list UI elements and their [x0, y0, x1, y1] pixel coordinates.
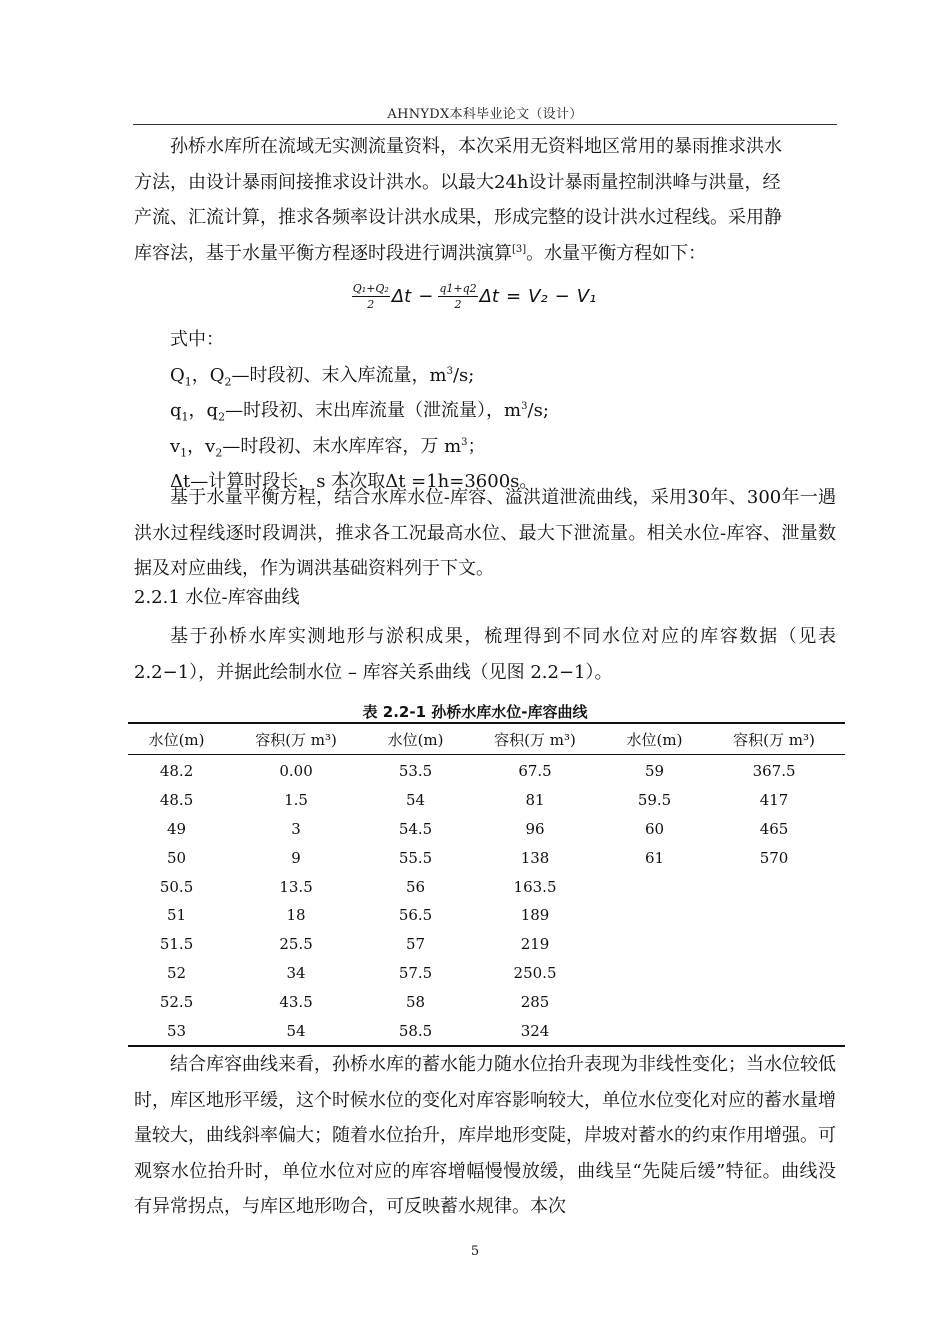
def-outflow: $q_1$，$q_2—$时段初、末出库流量（泄流量），$m^3/s$; — [170, 400, 549, 424]
table-row — [128, 959, 845, 988]
table-cell: 465 — [759, 819, 789, 838]
table-cell: 138 — [520, 848, 550, 867]
storage-table — [128, 722, 845, 1047]
table-cell: 219 — [520, 935, 550, 954]
table-cell: 1.5 — [284, 791, 308, 810]
table-cell: 52.5 — [159, 992, 194, 1011]
table-row — [128, 786, 845, 815]
table-cell: 57.5 — [398, 963, 433, 982]
table-cell: 3 — [291, 819, 301, 838]
table-cell: 60 — [644, 819, 665, 838]
header-cell: 水位(m) — [606, 723, 703, 755]
table-cell: 61 — [644, 848, 665, 867]
table-cell: 324 — [464, 1016, 606, 1046]
table-cell: 57 — [405, 935, 426, 954]
table-row — [128, 930, 845, 959]
table-cell: 96 — [525, 819, 545, 838]
intro-line-2: 方法，由设计暴雨间接推求设计洪水。以最大24h设计暴雨量控制洪峰与洪量，经 — [134, 171, 781, 193]
table-cell: 25.5 — [279, 935, 313, 954]
running-header: AHNYDX本科毕业论文（设计） — [387, 107, 583, 122]
table-cell — [703, 901, 845, 930]
header-cell: 水位(m) — [128, 723, 225, 755]
def-storage: $v_1$，$v_2—$时段初、末水库库容，万 $m^3$； — [170, 435, 486, 460]
table-cell — [703, 930, 845, 959]
table-cell: 59 — [644, 762, 665, 781]
header-cell: 容积(万 m³) — [703, 723, 845, 755]
header-cell: 容积(万 m³) — [464, 723, 606, 755]
table-cell: 54.5 — [398, 819, 433, 838]
table-cell — [606, 901, 703, 930]
table-cell — [703, 1016, 845, 1046]
table-cell: 49 — [167, 819, 187, 838]
definitions-intro: 式中： — [170, 329, 224, 350]
table-cell: 48.5 — [159, 791, 194, 810]
header-cell: 水位(m) — [367, 723, 464, 755]
table-cell: 53 — [128, 1016, 225, 1046]
table-cell: 43.5 — [279, 992, 313, 1011]
table-cell: 52 — [167, 963, 187, 982]
table-cell: 250.5 — [513, 963, 557, 982]
table-cell — [606, 987, 703, 1016]
table-cell: 50.5 — [159, 877, 194, 896]
table-cell: 67.5 — [518, 762, 552, 781]
table-cell: 34 — [286, 963, 306, 982]
table-cell: 18 — [286, 906, 306, 925]
table-cell: 163.5 — [513, 877, 557, 896]
table-cell — [703, 959, 845, 988]
intro-block — [134, 129, 836, 271]
table-cell: 56 — [405, 877, 426, 896]
table-cell — [703, 987, 845, 1016]
citation-ref: [3] — [512, 243, 527, 255]
table-cell — [606, 930, 703, 959]
table-cell: 367.5 — [752, 762, 796, 781]
table-cell: 58.5 — [367, 1016, 464, 1046]
table-cell: 417 — [759, 791, 789, 810]
table-row — [128, 901, 845, 930]
def-inflow: $Q_1$，$Q_2—$时段初、末入库流量，$m^3/s$; — [170, 364, 475, 389]
table-cell — [606, 1016, 703, 1046]
table-cell: 48.2 — [159, 762, 194, 781]
table-row — [128, 1016, 845, 1046]
table-cell: 285 — [520, 992, 550, 1011]
page-number: 5 — [470, 1244, 480, 1259]
table-cell: 54 — [405, 791, 426, 810]
table-body — [128, 755, 845, 1046]
inflow-average-fraction: $\frac{\text{Q₁+Q₂}}{2}$ — [352, 282, 389, 311]
table-cell: 9 — [291, 848, 301, 867]
header-rule — [133, 124, 837, 125]
table-row — [128, 843, 845, 872]
table-cell: 13.5 — [279, 877, 313, 896]
table-cell: 59.5 — [637, 791, 672, 810]
table-row — [128, 755, 845, 786]
table-cell: 50 — [167, 848, 187, 867]
intro-line-3: 产流、汇流计算，推求各频率设计洪水成果，形成完整的设计洪水过程线。采用静 — [134, 207, 782, 228]
paragraph-3: 基于孙桥水库实测地形与淤积成果，梳理得到不同水位对应的库容数据（见表2.2−1），并据此绘制水位 – 库容关系曲线（见图 2.2−1）。 — [134, 626, 836, 683]
table-cell: 55.5 — [398, 848, 433, 867]
table-cell: 53.5 — [398, 762, 433, 781]
intro-line-4: 库容法，基于水量平衡方程逐时段进行调洪演算[3]。水量平衡方程如下： — [134, 242, 707, 264]
table-cell: 81 — [525, 791, 545, 810]
table-header-row — [128, 723, 845, 755]
table-cell: 56.5 — [398, 906, 433, 925]
water-balance-equation: $\frac{\text{Q₁+Q₂}}{2}$ Δt − $\frac{q1+q2}{2}$ Δt = V₂ − V₁ — [352, 282, 597, 311]
table-cell: 51.5 — [159, 935, 194, 954]
definitions-block — [134, 322, 836, 500]
header-cell: 容积(万 m³) — [225, 723, 367, 755]
table-cell: 189 — [520, 906, 550, 925]
table-row — [128, 872, 845, 901]
table-cell: 0.00 — [279, 762, 313, 781]
table-cell — [606, 872, 703, 901]
section-heading-block — [134, 580, 836, 616]
table-cell: 58 — [405, 992, 426, 1011]
table-row — [128, 815, 845, 844]
section-heading: 2.2.1 水位-库容曲线 — [134, 587, 300, 608]
table-cell: 570 — [759, 848, 789, 867]
intro-line-1: 孙桥水库所在流域无实测流量资料，本次采用无资料地区常用的暴雨推求洪水 — [170, 136, 782, 157]
paragraph-2: 基于水量平衡方程，结合水库水位-库容、溢洪道泄流曲线，采用30年、300年一遇洪水过程线逐时段调洪，推求各工况最高水位、最大下泄流量。相关水位-库容、泄量数据及对应曲线，作为调洪基础资料列于下文。 — [134, 487, 836, 579]
outflow-average-fraction: $\frac{q1+q2}{2}$ — [439, 282, 477, 311]
table-cell: 51 — [167, 906, 187, 925]
table-row — [128, 987, 845, 1016]
def-time-step: Δt—计算时段长，s 本次取Δt =1h=3600s。 — [170, 471, 538, 492]
table-cell: 54 — [225, 1016, 367, 1046]
paragraph-4: 结合库容曲线来看，孙桥水库的蓄水能力随水位抬升表现为非线性变化；当水位较低时，库区地形平缓，这个时候水位的变化对库容影响较大，单位水位变化对应的蓄水量增量较大，曲线斜率偏大；随着水位抬升，库岸地形变陡，岸坡对蓄水的约束作用增强。可观察水位抬升时，单位水位对应的库容增幅慢慢放缓，曲线呈“先陡后缓”特征。曲线没有异常拐点，与库区地形吻合，可反映蓄水规律。本次 — [134, 1054, 836, 1217]
table-cell — [606, 959, 703, 988]
table-caption: 表 2.2-1 孙桥水库水位-库容曲线 — [362, 703, 588, 721]
table-cell — [703, 872, 845, 901]
